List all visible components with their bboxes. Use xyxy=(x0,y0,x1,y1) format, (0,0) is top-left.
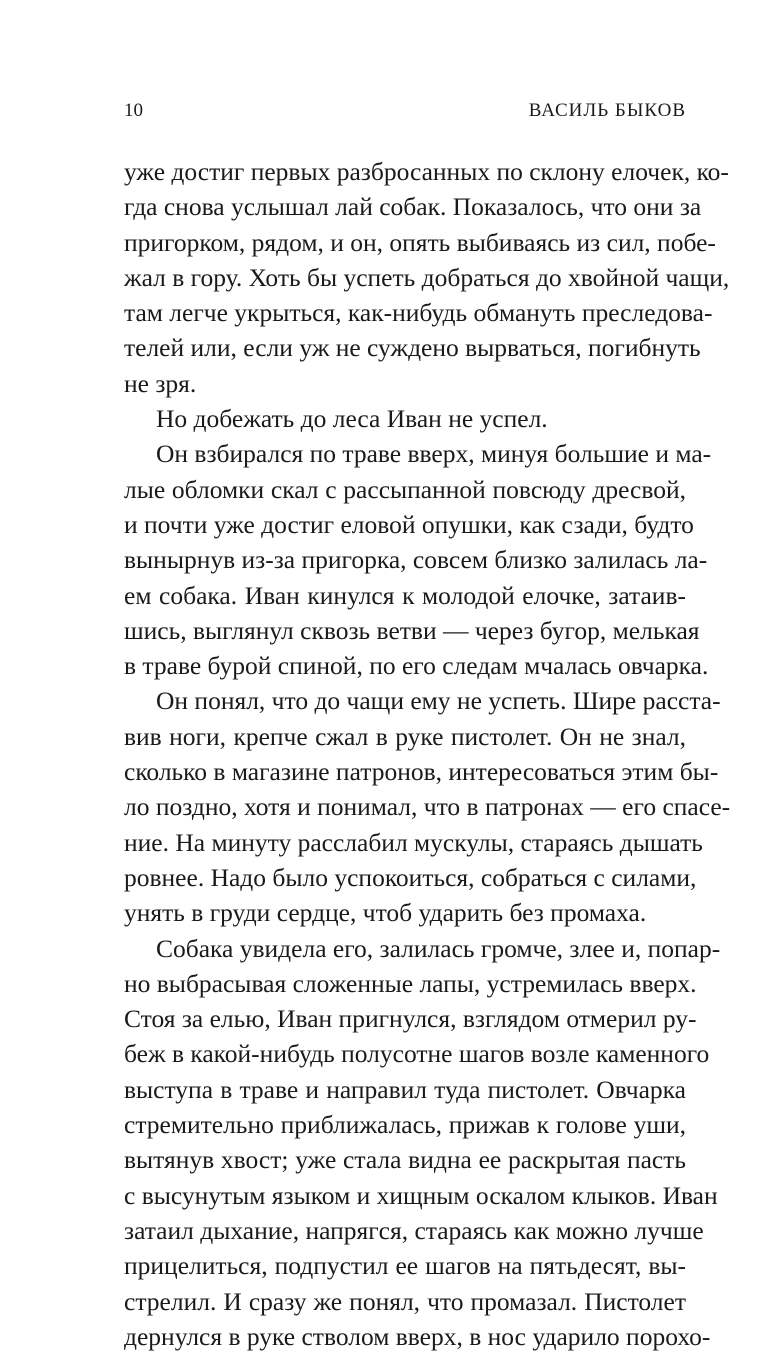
text-line: ние. На минуту расслабил мускулы, стараясь дышать xyxy=(124,827,703,857)
text-line: в траве бурой спиной, по его следам мчалась овчарка. xyxy=(124,651,709,681)
text-line: вив ноги, крепче сжал в руке пистолет. Он не знал, xyxy=(124,721,686,751)
text-line: Собака увидела его, залилась громче, злее и, попар- xyxy=(156,933,721,963)
text-line: там легче укрыться, как-нибудь обмануть преследова- xyxy=(124,298,713,328)
text-line: Стоя за елью, Иван пригнулся, взглядом отмерил ру- xyxy=(124,1004,697,1034)
text-line: уже достиг первых разбросанных по склону елочек, ко- xyxy=(124,157,729,186)
text-line: беж в какой-нибудь полусотне шагов возле каменного xyxy=(124,1039,710,1069)
text-line: вынырнув из-за пригорка, совсем близко залилась ла- xyxy=(124,545,708,575)
text-line: сколько в магазине патронов, интересоваться этим бы- xyxy=(124,757,719,787)
text-line: лые обломки скал с рассыпанной повсюду дресвой, xyxy=(124,474,686,504)
text-line: телей или, если уж не суждено вырваться, погибнуть xyxy=(124,333,701,363)
text-line: Он взбирался по траве вверх, минуя большие и ма- xyxy=(156,439,712,469)
text-line: Он понял, что до чащи ему не успеть. Шире расста- xyxy=(156,686,721,716)
text-line: с высунутым языком и хищным оскалом клыков. Иван xyxy=(124,1180,718,1210)
page-header xyxy=(124,96,686,126)
text-line: Но добежать до леса Иван не успел. xyxy=(156,404,548,434)
text-line: прицелиться, подпустил ее шагов на пятьдесят, вы- xyxy=(124,1251,686,1281)
page-number: 10 xyxy=(124,100,143,121)
text-line: ло поздно, хотя и понимал, что в патронах — его спасе- xyxy=(124,792,731,822)
text-line: выступа в траве и направил туда пистолет. Овчарка xyxy=(124,1074,686,1104)
paragraph xyxy=(124,401,686,436)
text-line: стрелил. И сразу же понял, что промазал. Пистолет xyxy=(124,1286,686,1316)
paragraph xyxy=(124,931,721,1354)
text-line: ем собака. Иван кинулся к молодой елочке, затаив- xyxy=(124,580,686,610)
text-line: гда снова услышал лай собак. Показалось, что они за xyxy=(124,192,702,222)
text-line: и почти уже достиг еловой опушки, как сзади, будто xyxy=(124,509,694,539)
text-line: жал в гору. Хоть бы успеть добраться до хвойной чащи, xyxy=(124,262,730,292)
paragraph xyxy=(124,683,731,930)
text-line: но выбрасывая сложенные лапы, устремилась вверх. xyxy=(124,968,697,998)
text-line: пригорком, рядом, и он, опять выбиваясь из сил, побе- xyxy=(124,227,716,257)
text-body xyxy=(124,154,731,1354)
text-line: затаил дыхание, напрягся, стараясь как можно лучше xyxy=(124,1215,704,1245)
text-line: стремительно приближалась, прижав к голове уши, xyxy=(124,1110,686,1140)
text-line: шись, выглянул сквозь ветви — через бугор, мелькая xyxy=(124,615,700,645)
running-head: ВАСИЛЬ БЫКОВ xyxy=(528,100,686,121)
text-line: унять в груди сердце, чтоб ударить без промаха. xyxy=(124,898,647,928)
paragraph xyxy=(124,436,712,683)
text-line: вытянув хвост; уже стала видна ее раскрытая пасть xyxy=(124,1145,686,1175)
text-line: дернулся в руке стволом вверх, в нос ударило порохо- xyxy=(124,1321,711,1351)
text-line: ровнее. Надо было успокоиться, собраться с силами, xyxy=(124,862,697,892)
text-line: не зря. xyxy=(124,368,197,398)
paragraph xyxy=(124,154,730,401)
